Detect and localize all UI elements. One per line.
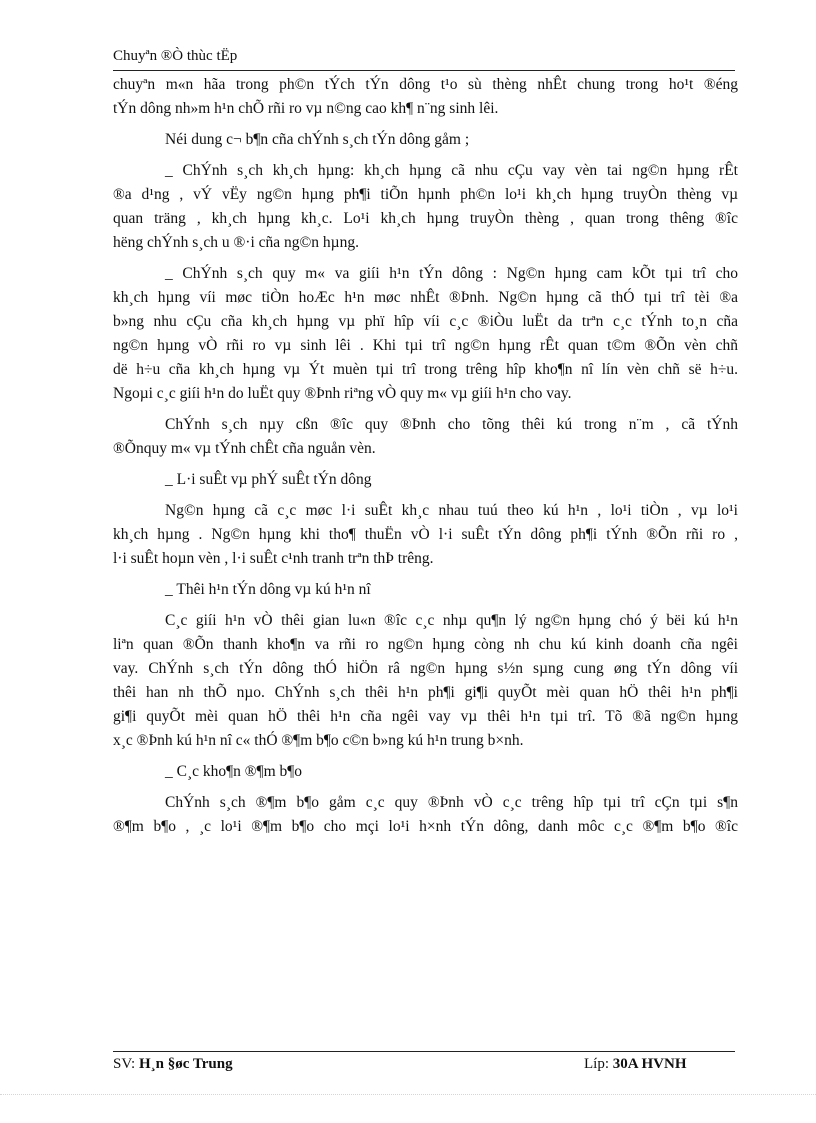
text-line: ®a d¹ng , vÝ vËy ng©n hµng ph¶i tiÕn hµnh ph©n lo¹i kh¸ch hµng truyÒn thèng vµ [113, 186, 738, 203]
body-text [113, 73, 738, 839]
footer-divider [113, 1051, 735, 1052]
text-line: ChÝnh s¸ch ®¶m b¶o gåm c¸c quy ®Þnh vÒ c¸c trêng hîp tµi trî cÇn tµi s¶n [165, 794, 738, 811]
footer-class [584, 1056, 687, 1073]
text-line: ChÝnh s¸ch nµy cßn ®îc quy ®Þnh cho tõng thêi kú trong n¨m , cã tÝnh [165, 416, 738, 433]
text-line: _ ChÝnh s¸ch quy m« va giíi h¹n tÝn dông : Ng©n hµng cam kÕt tµi trî cho [165, 265, 738, 282]
text-line: x¸c ®Þnh kú h¹n nî c« thÓ ®¶m b¶o c©n b»ng kú h¹n trung b×nh. [113, 732, 524, 749]
text-line: Ngoµi c¸c giíi h¹n do luËt quy ®Þnh riªng vÒ quy m« vµ giíi h¹n cho vay. [113, 385, 572, 402]
text-line: thêi han nh thÕ nµo. ChÝnh s¸ch thêi h¹n ph¶i gi¶i quyÕt mèi quan hÖ thêi h¹n ph¶i [113, 684, 738, 701]
footer-student [113, 1056, 233, 1073]
text-line: ®Õnquy m« vµ tÝnh chÊt cña nguån vèn. [113, 440, 376, 457]
text-line: dë h÷u cña kh¸ch hµng vµ Ýt muèn tµi trî trong trêng hîp kho¶n nî lín vèn chñ së h÷u. [113, 361, 738, 378]
text-line: l·i suÊt hoµn vèn , l·i suÊt c¹nh tranh trªn thÞ trêng. [113, 550, 434, 567]
header-divider [113, 70, 735, 71]
student-name: H¸n §øc Trung [138, 1056, 233, 1072]
text-line: vay. ChÝnh s¸ch tÝn dông thÓ hiÖn râ ng©n hµng s½n sµng cung øng tÝn dông víi [113, 660, 738, 677]
text-line: kh¸ch hµng . Ng©n hµng khi tho¶ thuËn vÒ l·i suÊt tÝn dông ph¶i tÝnh ®Õn rñi ro , [113, 526, 738, 543]
text-line: hëng chÝnh s¸ch u ®·i cña ng©n hµng. [113, 234, 359, 251]
text-line: ng©n hµng vÒ rñi ro vµ sinh lêi . Khi tµi trî ng©n hµng rÊt quan t©m ®Õn vèn chñ [113, 337, 738, 354]
running-header: Chuyªn ®Ò thùc tËp [113, 48, 238, 64]
text-line: kh¸ch hµng víi møc tiÒn hoÆc h¹n møc nhÊt ®Þnh. Ng©n hµng cã thÓ tµi trî tèi ®a [113, 289, 738, 306]
text-line: Néi dung c¬ b¶n cña chÝnh s¸ch tÝn dông gåm ; [165, 131, 470, 148]
text-line: b»ng nhu cÇu cña kh¸ch hµng vµ phï hîp víi c¸c ®iÒu luËt da trªn c¸c tÝnh to¸n cña [113, 313, 738, 330]
text-line: _ C¸c kho¶n ®¶m b¶o [165, 763, 303, 780]
text-line: _ L·i suÊt vµ phÝ suÊt tÝn dông [165, 471, 372, 488]
text-line: gi¶i quyÕt mèi quan hÖ thêi h¹n cña ngêi vay vµ thêi h¹n tµi trî. Tõ ®ã ng©n hµng [113, 708, 738, 725]
text-line: C¸c giíi h¹n vÒ thêi gian lu«n ®îc c¸c nhµ qu¶n lý ng©n hµng chó ý bëi kú h¹n [165, 612, 738, 629]
text-line: quan träng , kh¸ch hµng kh¸c. Lo¹i kh¸ch hµng truyÒn thèng , quan trong thêng ®îc [113, 210, 738, 227]
text-line: ®¶m b¶o , ¸c lo¹i ®¶m b¶o cho mçi lo¹i h×nh tÝn dông, danh môc c¸c ®¶m b¶o ®îc [113, 818, 738, 835]
text-line: liªn quan ®Õn thanh kho¶n va rñi ro ng©n hµng còng nh chu kú kinh doanh cña ngêi [113, 636, 738, 653]
page-break-line [0, 1094, 816, 1095]
text-line: _ ChÝnh s¸ch kh¸ch hµng: kh¸ch hµng cã nhu cÇu vay vèn tai ng©n hµng rÊt [165, 162, 738, 179]
student-label: SV: [113, 1056, 139, 1072]
class-label: Líp: [584, 1056, 613, 1072]
text-line: chuyªn m«n hãa trong ph©n tÝch tÝn dông t¹o sù thèng nhÊt chung trong ho¹t ®éng [113, 76, 738, 93]
text-line: Ng©n hµng cã c¸c møc l·i suÊt kh¸c nhau tuú theo kú h¹n , lo¹i tiÒn , vµ lo¹i [165, 502, 738, 519]
class-name: 30A HVNH [612, 1056, 687, 1072]
text-line: tÝn dông nh»m h¹n chÕ rñi ro vµ n©ng cao kh¶ n¨ng sinh lêi. [113, 100, 499, 117]
text-line: _ Thêi h¹n tÝn dông vµ kú h¹n nî [165, 581, 371, 598]
